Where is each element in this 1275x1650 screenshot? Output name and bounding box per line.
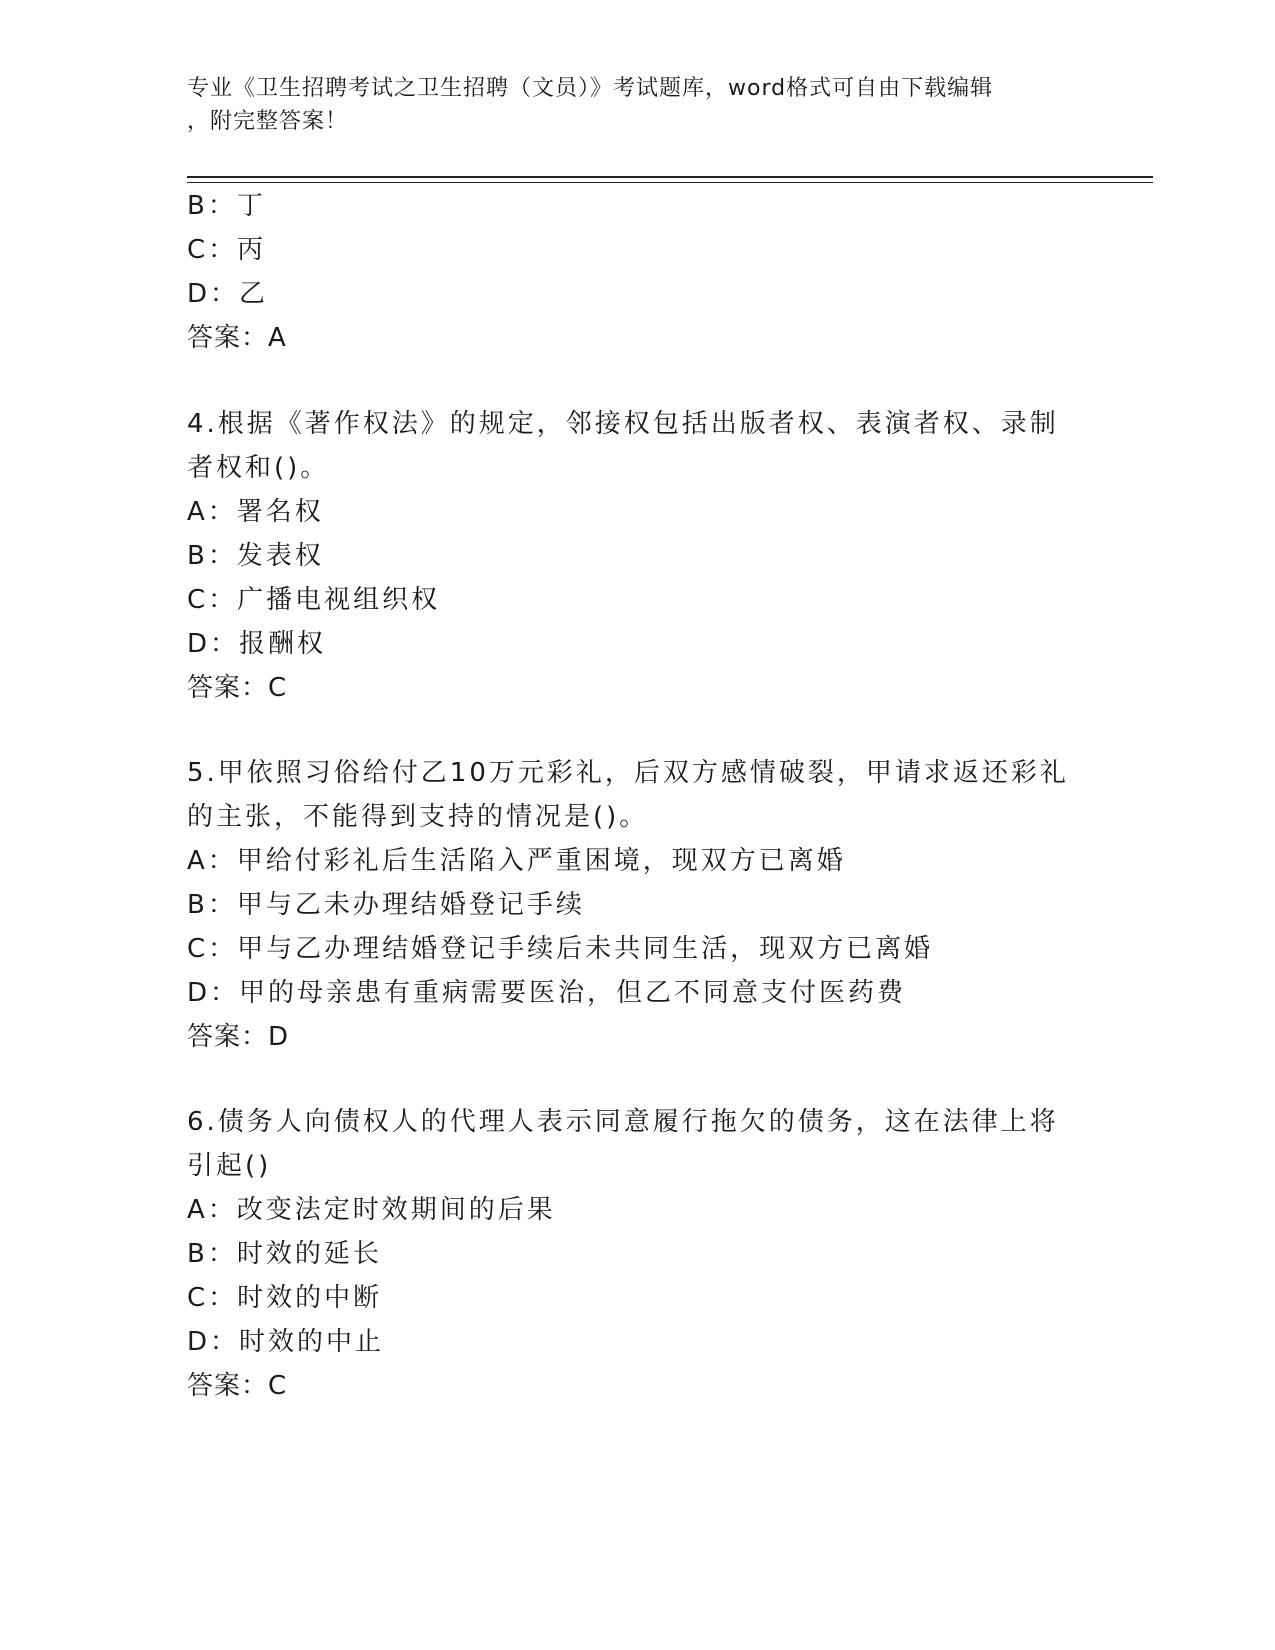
answer: 答案：D xyxy=(187,1022,290,1052)
document-header xyxy=(187,72,1087,138)
option-a: A：甲给付彩礼后生活陷入严重困境，现双方已离婚 xyxy=(187,846,846,876)
option-c: C：广播电视组织权 xyxy=(187,585,441,615)
answer: 答案：A xyxy=(187,323,287,353)
answer: 答案：C xyxy=(187,673,288,703)
option-c: C：甲与乙办理结婚登记手续后未共同生活，现双方已离婚 xyxy=(187,934,934,964)
question-stem: 6.债务人向债权人的代理人表示同意履行拖欠的债务，这在法律上将 xyxy=(187,1107,1059,1137)
option-a: A：改变法定时效期间的后果 xyxy=(187,1195,556,1225)
answer: 答案：C xyxy=(187,1371,288,1401)
option-d: D：时效的中止 xyxy=(187,1327,385,1357)
option-d: D：报酬权 xyxy=(187,629,327,659)
option-b: B：丁 xyxy=(187,191,266,221)
question-stem-continued: 的主张，不能得到支持的情况是()。 xyxy=(187,802,649,832)
option-d: D：甲的母亲患有重病需要医治，但乙不同意支付医药费 xyxy=(187,978,907,1008)
option-b: B：时效的延长 xyxy=(187,1239,382,1269)
header-line-2: ，附完整答案！ xyxy=(187,109,349,134)
question-stem: 5.甲依照习俗给付乙10万元彩礼，后双方感情破裂，甲请求返还彩礼 xyxy=(187,758,1069,788)
option-d: D：乙 xyxy=(187,279,269,309)
header-rule-thick xyxy=(187,176,1153,178)
header-rule-thin xyxy=(187,182,1153,183)
question-stem: 4.根据《著作权法》的规定，邻接权包括出版者权、表演者权、录制 xyxy=(187,409,1059,439)
option-a: A：署名权 xyxy=(187,497,324,527)
option-c: C：丙 xyxy=(187,235,267,265)
option-c: C：时效的中断 xyxy=(187,1283,383,1313)
option-b: B：发表权 xyxy=(187,541,324,571)
option-b: B：甲与乙未办理结婚登记手续 xyxy=(187,890,585,920)
header-line-1: 专业《卫生招聘考试之卫生招聘（文员）》考试题库，word格式可自由下载编辑 xyxy=(187,76,994,101)
question-stem-continued: 者权和()。 xyxy=(187,453,330,483)
question-stem-continued: 引起() xyxy=(187,1151,272,1181)
